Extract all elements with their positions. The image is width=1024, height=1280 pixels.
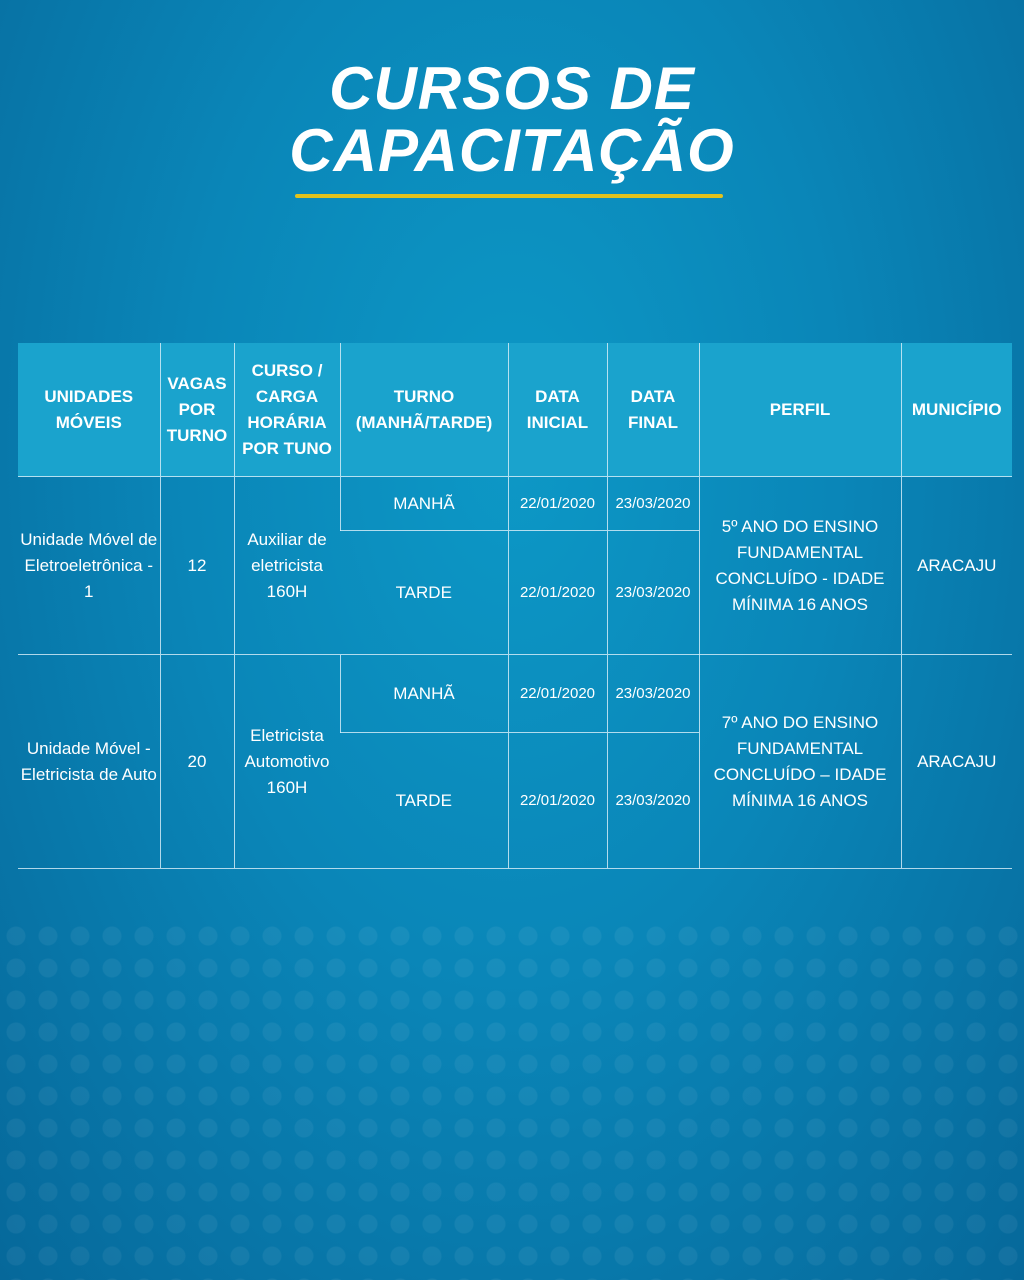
cell-data-final: 23/03/2020	[607, 733, 699, 869]
header-unidades: UNIDADES MÓVEIS	[18, 343, 160, 477]
courses-table	[18, 343, 1012, 869]
header-curso: CURSO / CARGA HORÁRIA POR TUNO	[234, 343, 340, 477]
title-line-1: CURSOS DE	[329, 55, 695, 122]
cell-vagas: 12	[160, 477, 234, 655]
cell-turno: MANHÃ	[340, 655, 508, 733]
cell-data-final: 23/03/2020	[607, 655, 699, 733]
cell-unidade: Unidade Móvel de Eletroeletrônica - 1	[18, 477, 160, 655]
cell-turno: TARDE	[340, 531, 508, 655]
cell-municipio: ARACAJU	[901, 477, 1012, 655]
table-row	[18, 477, 1012, 531]
cell-data-final: 23/03/2020	[607, 477, 699, 531]
header-perfil: PERFIL	[699, 343, 901, 477]
cell-turno: MANHÃ	[340, 477, 508, 531]
header-municipio: MUNICÍPIO	[901, 343, 1012, 477]
table-row	[18, 655, 1012, 733]
cell-curso: Auxiliar de eletricista 160H	[234, 477, 340, 655]
background-dots	[0, 920, 1024, 1280]
cell-data-inicial: 22/01/2020	[508, 733, 607, 869]
cell-municipio: ARACAJU	[901, 655, 1012, 869]
cell-data-final: 23/03/2020	[607, 531, 699, 655]
title-underline	[295, 194, 723, 198]
header-vagas: VAGAS POR TURNO	[160, 343, 234, 477]
cell-data-inicial: 22/01/2020	[508, 655, 607, 733]
cell-unidade: Unidade Móvel - Eletricista de Auto	[18, 655, 160, 869]
page-title	[0, 55, 1024, 184]
title-line-2: CAPACITAÇÃO	[289, 117, 735, 184]
header-data-final: DATA FINAL	[607, 343, 699, 477]
cell-curso: Eletricista Automotivo 160H	[234, 655, 340, 869]
cell-data-inicial: 22/01/2020	[508, 477, 607, 531]
cell-perfil: 5º ANO DO ENSINO FUNDAMENTAL CONCLUÍDO - IDADE MÍNIMA 16 ANOS	[699, 477, 901, 655]
header-data-inicial: DATA INICIAL	[508, 343, 607, 477]
cell-perfil: 7º ANO DO ENSINO FUNDAMENTAL CONCLUÍDO – IDADE MÍNIMA 16 ANOS	[699, 655, 901, 869]
header-turno: TURNO (MANHÃ/TARDE)	[340, 343, 508, 477]
cell-data-inicial: 22/01/2020	[508, 531, 607, 655]
cell-vagas: 20	[160, 655, 234, 869]
table-header-row	[18, 343, 1012, 477]
cell-turno: TARDE	[340, 733, 508, 869]
